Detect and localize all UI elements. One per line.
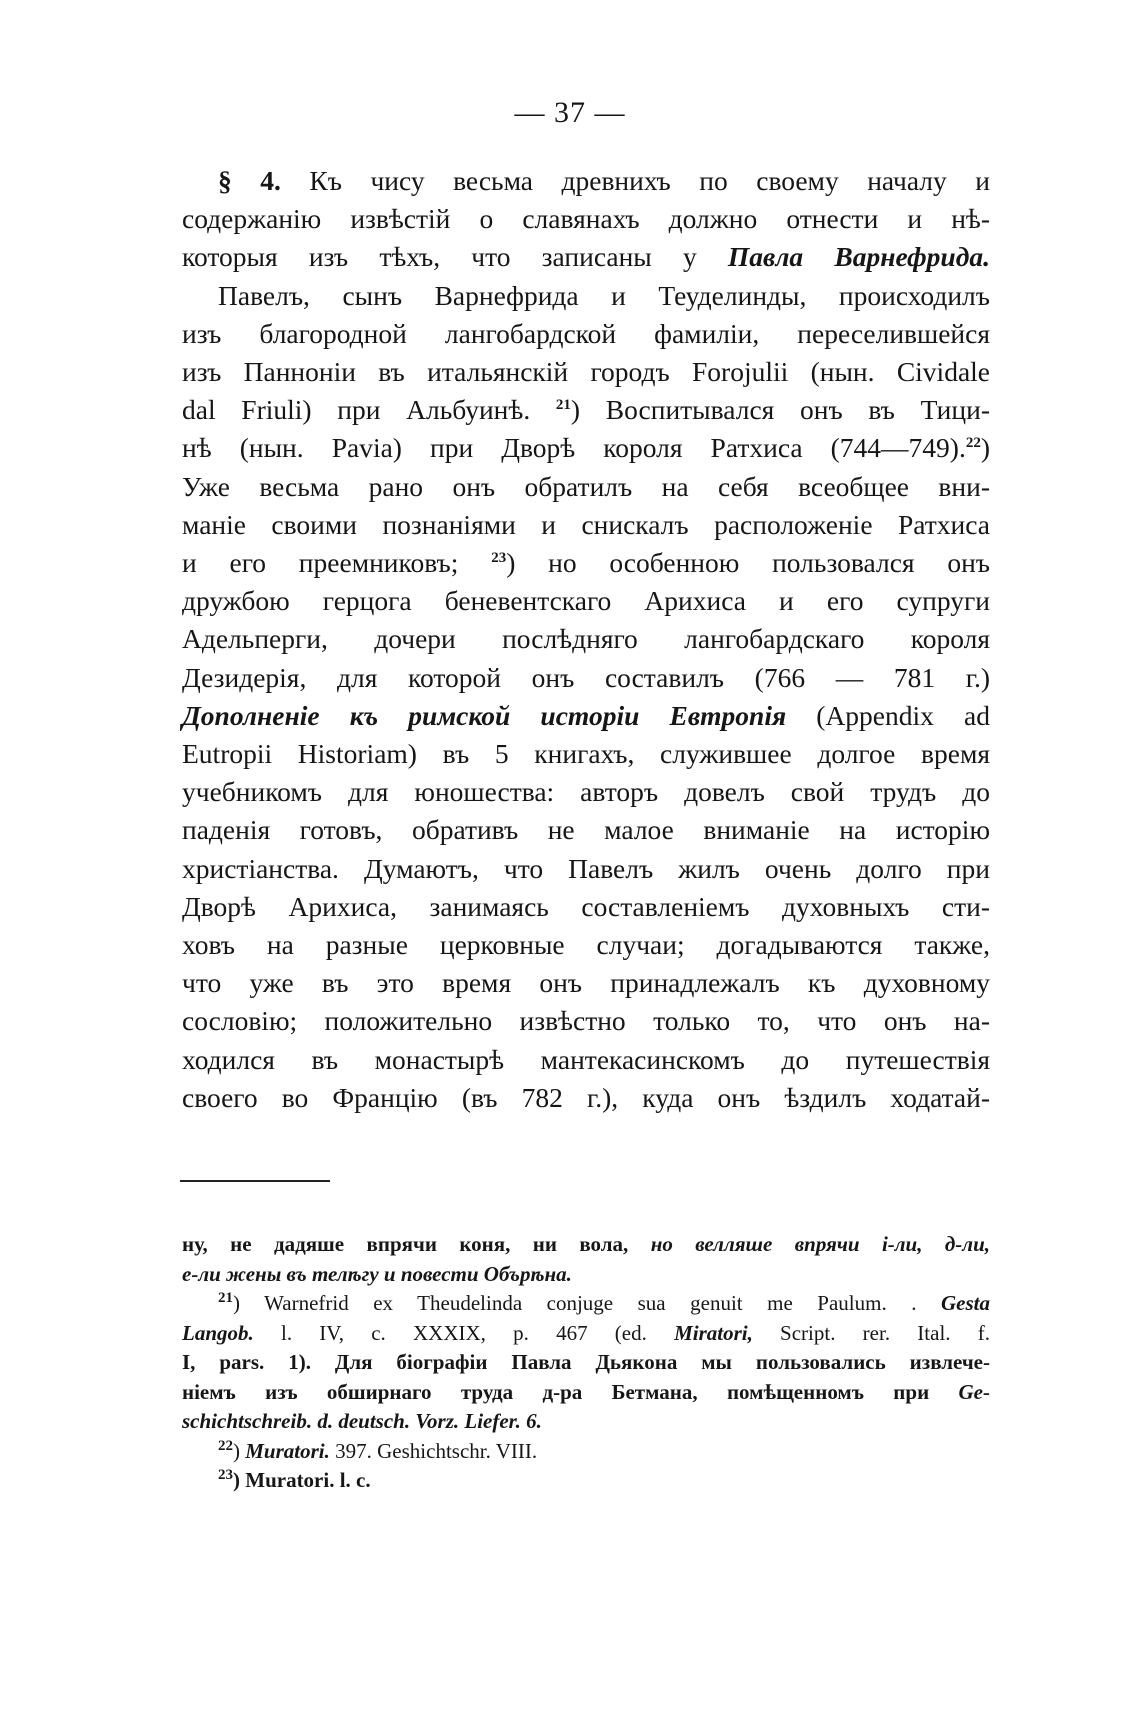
text-span: но велляше впрячи і-ли, д-ли, (650, 1232, 991, 1256)
text-line (182, 162, 990, 200)
footnote-line (182, 1407, 990, 1437)
text-line: Дворѣ Арихиса, занимаясь составленіемъ духовныхъ сти- (182, 890, 990, 922)
text-line (182, 697, 990, 735)
text-line: Павелъ, сынъ Варнефрида и Теуделинды, происходилъ (218, 279, 990, 311)
footnote-divider (180, 1180, 330, 1182)
footnote-number: 22 (218, 1437, 233, 1454)
text-span: ) (233, 1438, 246, 1463)
text-line: ховъ на разные церковные случаи; догадываются также, (182, 929, 990, 961)
footnote-line (182, 1230, 990, 1260)
text-span: l. IV, c. XXXIX, p. 467 (ed. (253, 1320, 675, 1345)
text-line: паденія готовъ, обративъ не малое вниманіе на исторію (182, 814, 990, 846)
text-line: учебникомъ для юношества: авторъ довелъ свой трудъ до (182, 776, 990, 808)
text-line: своего во Францію (въ 782 г.), куда онъ ѣздилъ ходатай- (182, 1081, 990, 1113)
text-line: что уже въ это время онъ принадлежалъ къ духовному (182, 967, 990, 999)
text-line (182, 429, 990, 467)
text-span: Muratori. (245, 1438, 330, 1463)
text-span: ) Muratori. l. c. (233, 1468, 371, 1492)
footnote-line (182, 1378, 990, 1408)
footnote-number: 23 (218, 1467, 233, 1483)
footnote-ref: 21 (555, 397, 571, 414)
footnote-22 (182, 1437, 990, 1467)
text-span: Ge- (958, 1379, 990, 1404)
footnotes (182, 1230, 990, 1496)
text-span: нѣ (нын. Pavia) при Дворѣ короля Ратхиса (744—749). (182, 432, 966, 464)
work-title: Дополненіе къ римской исторіи Евтропія (182, 699, 787, 731)
page-number: — 37 — (514, 96, 626, 129)
text-line: Адельперги, дочери послѣдняго лангобардскаго короля (182, 623, 990, 655)
section-marker: § 4. (218, 165, 310, 196)
text-span: Script. rer. Ital. f. (752, 1320, 990, 1345)
footnote-ref: 22 (965, 435, 981, 452)
text-line: дружбою герцога беневентскаго Арихиса и его супруги (182, 585, 990, 617)
text-span: schichtschreib. d. deutsch. Vorz. Liefer. 6. (182, 1409, 542, 1433)
text-line: содержанію извѣстій о славянахъ должно отнести и нѣ- (182, 203, 990, 235)
text-line (182, 391, 990, 429)
footnote-number: 21 (218, 1290, 233, 1306)
text-line: христіанства. Думаютъ, что Павелъ жилъ очень долго при (182, 852, 990, 884)
footnote-line (182, 1319, 990, 1349)
text-span: Gesta (941, 1291, 990, 1315)
footnote-21 (182, 1289, 990, 1319)
text-line: Дезидерія, для которой онъ составилъ (766 — 781 г.) (182, 661, 990, 693)
text-line: маніе своими познаніями и снискалъ расположеніе Ратхиса (182, 508, 990, 540)
text-span: 397. Geshichtschr. VIII. (329, 1438, 538, 1463)
text-line: изъ Панноніи въ итальянскій городъ Forojulii (нын. Cividale (182, 356, 990, 388)
text-span: (Appendix ad (786, 699, 990, 731)
text-line: сословію; положительно извѣстно только то, что онъ на- (182, 1005, 990, 1037)
text-span: ) но особенною пользовался онъ (506, 547, 991, 579)
main-text (182, 162, 990, 1117)
text-span: ) (980, 432, 990, 464)
footnote-line (182, 1260, 990, 1290)
text-span: ) Воспитывался онъ въ Тици- (570, 394, 990, 426)
text-line: Уже весьма рано онъ обратилъ на себя всеобщее вни- (182, 470, 990, 502)
text-line: ходился въ монастырѣ мантекасинскомъ до путешествія (182, 1043, 990, 1075)
text-line: Eutropii Historiam) въ 5 книгахъ, служившее долгое время (182, 738, 990, 770)
text-span: и его преемниковъ; (182, 547, 492, 579)
text-span: е-ли жены въ телѣгу и повести Обърѣна. (182, 1261, 572, 1286)
text-span: Miratori, (674, 1320, 753, 1345)
footnote-23 (182, 1466, 990, 1496)
footnote-ref: 23 (491, 549, 507, 566)
author-name: Павла Варнефрида. (727, 241, 990, 273)
text-span: ну, не дадяше впрячи коня, ни вола, (182, 1232, 651, 1256)
text-span: Къ чису весьма древнихъ по своему началу и (309, 165, 991, 196)
text-span: которыя изъ тѣхъ, что записаны у (182, 241, 728, 273)
text-line (182, 238, 990, 276)
text-line (182, 544, 990, 582)
text-span: ніемъ изъ обширнаго труда д-ра Бетмана, помѣщенномъ при (182, 1379, 959, 1404)
text-span: Langob. (182, 1320, 254, 1345)
footnote-line (182, 1348, 990, 1378)
text-line: изъ благородной лангобардской фамиліи, переселившейся (182, 317, 990, 349)
text-span: ) Warnefrid ex Theudelinda conjuge sua genuit me Paulum. . (233, 1291, 941, 1315)
text-span: I, pars. 1). Для біографіи Павла Дьякона мы пользовались извлече- (182, 1350, 990, 1374)
text-span: dal Friuli) при Альбуинѣ. (182, 394, 556, 426)
